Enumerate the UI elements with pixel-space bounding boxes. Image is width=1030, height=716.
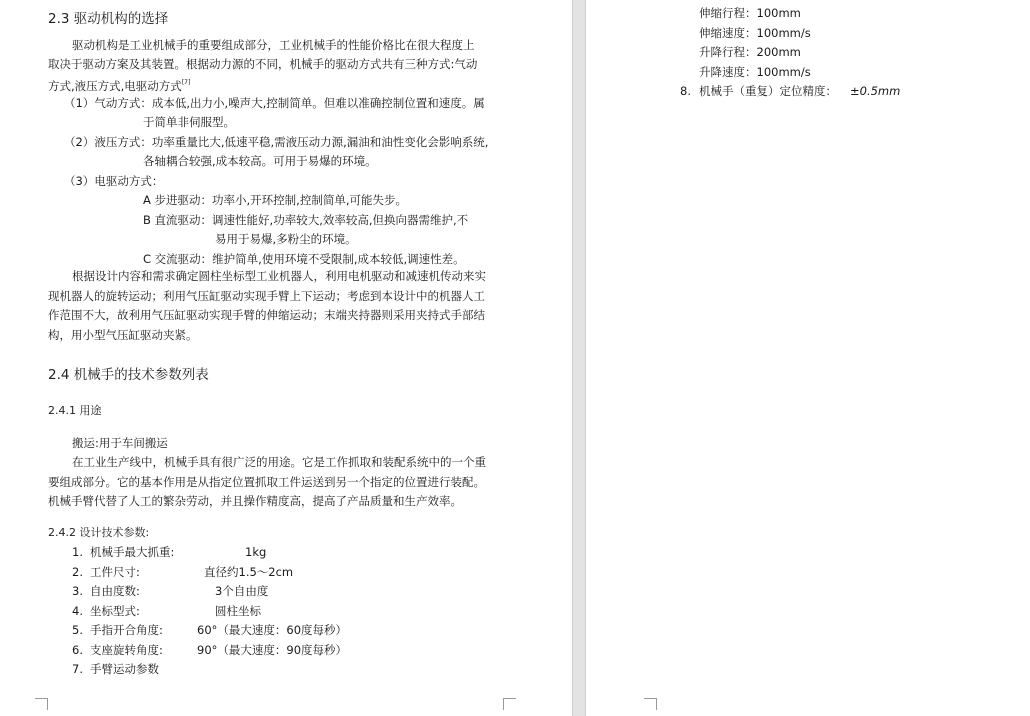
param-label: 自由度数: — [90, 584, 140, 598]
paragraph-line: 现机器人的旋转运动；利用气压缸驱动实现手臂上下运动；考虑到本设计中的机器人工 — [48, 289, 485, 303]
citation-ref: [7] — [181, 79, 191, 86]
list-item: （1）气动方式：成本低,出力小,噪声大,控制简单。但难以准确控制位置和速度。属 — [64, 96, 485, 110]
subsection-heading-2-4-2: 2.4.2 设计技术参数: — [48, 526, 150, 539]
paragraph-line: 在工业生产线中，机械手具有很广泛的用途。它是工作抓取和装配系统中的一个重 — [72, 455, 486, 469]
paragraph-text: 方式,液压方式,电驱动方式 — [48, 79, 182, 93]
list-item: B 直流驱动：调速性能好,功率较大,效率较高,但换向器需维护,不 — [143, 213, 469, 227]
param-label: 支座旋转角度: — [90, 643, 163, 657]
param-subline: 升降行程：200mm — [699, 45, 801, 59]
param-value: 1kg — [245, 545, 267, 559]
paragraph-line: 要组成部分。它的基本作用是从指定位置抓取工件运送到另一个指定的位置进行装配。 — [48, 475, 485, 489]
param-subline: 伸缩行程：100mm — [699, 6, 801, 20]
list-item: A 步进驱动：功率小,开环控制,控制简单,可能失步。 — [143, 193, 407, 207]
paragraph-line — [48, 76, 190, 93]
param-number: 7. — [72, 662, 83, 676]
param-number: 1. — [72, 545, 83, 559]
param-value: 圆柱坐标 — [215, 604, 261, 618]
param-subline: 伸缩速度：100mm/s — [699, 26, 811, 40]
crop-mark — [503, 698, 504, 710]
paragraph-line: 取决于驱动方案及其装置。根据动力源的不同，机械手的驱动方式共有三种方式:气动 — [48, 57, 478, 71]
section-heading-2-3: 2.3 驱动机构的选择 — [48, 11, 169, 27]
paragraph-line: 作范围不大，故利用气压缸驱动实现手臂的伸缩运动；末端夹持器则采用夹持式手部结 — [48, 308, 485, 322]
param-value: ±0.5mm — [850, 84, 901, 98]
param-value: 直径约1.5～2cm — [204, 565, 294, 579]
section-heading-2-4: 2.4 机械手的技术参数列表 — [48, 367, 209, 383]
param-number: 8. — [680, 84, 691, 98]
subsection-heading-2-4-1: 2.4.1 用途 — [48, 404, 102, 417]
param-number: 3. — [72, 584, 83, 598]
param-number: 6. — [72, 643, 83, 657]
list-item: 各轴耦合较强,成本较高。可用于易爆的环境。 — [143, 154, 377, 168]
param-value: 90°（最大速度：90度每秒） — [197, 643, 348, 657]
list-item: （2）液压方式：功率重量比大,低速平稳,需液压动力源,漏油和油性变化会影响系统, — [64, 135, 489, 149]
crop-mark — [656, 698, 657, 710]
param-value: 3个自由度 — [215, 584, 269, 598]
param-label: 机械手（重复）定位精度： — [699, 84, 837, 98]
paragraph-line: 驱动机构是工业机械手的重要组成部分，工业机械手的性能价格比在很大程度上 — [72, 38, 475, 52]
list-item: 易用于易爆,多粉尘的环境。 — [215, 232, 357, 246]
crop-mark — [504, 698, 516, 699]
paragraph-line: 构，用小型气压缸驱动夹紧。 — [48, 328, 198, 342]
crop-mark — [35, 698, 47, 699]
document-page-right — [586, 0, 1030, 716]
param-value: 60°（最大速度：60度每秒） — [197, 623, 348, 637]
param-label: 坐标型式: — [90, 604, 140, 618]
list-item: （3）电驱动方式： — [64, 174, 164, 188]
paragraph-line: 根据设计内容和需求确定圆柱坐标型工业机器人，利用电机驱动和减速机传动来实 — [72, 269, 486, 283]
paragraph-line: 搬运:用于车间搬运 — [72, 436, 168, 450]
list-item: 于简单非伺服型。 — [143, 115, 235, 129]
crop-mark — [47, 698, 48, 710]
param-label: 工件尺寸: — [90, 565, 140, 579]
param-number: 4. — [72, 604, 83, 618]
param-subline: 升降速度：100mm/s — [699, 65, 811, 79]
param-number: 5. — [72, 623, 83, 637]
param-label: 机械手最大抓重: — [90, 545, 175, 559]
param-number: 2. — [72, 565, 83, 579]
list-item: C 交流驱动：维护简单,使用环境不受限制,成本较低,调速性差。 — [143, 252, 465, 266]
paragraph-line: 机械手臂代替了人工的繁杂劳动，并且操作精度高，提高了产品质量和生产效率。 — [48, 494, 462, 508]
param-label: 手指开合角度: — [90, 623, 163, 637]
param-label: 手臂运动参数 — [90, 662, 159, 676]
crop-mark — [644, 698, 656, 699]
page-gutter — [572, 0, 586, 716]
